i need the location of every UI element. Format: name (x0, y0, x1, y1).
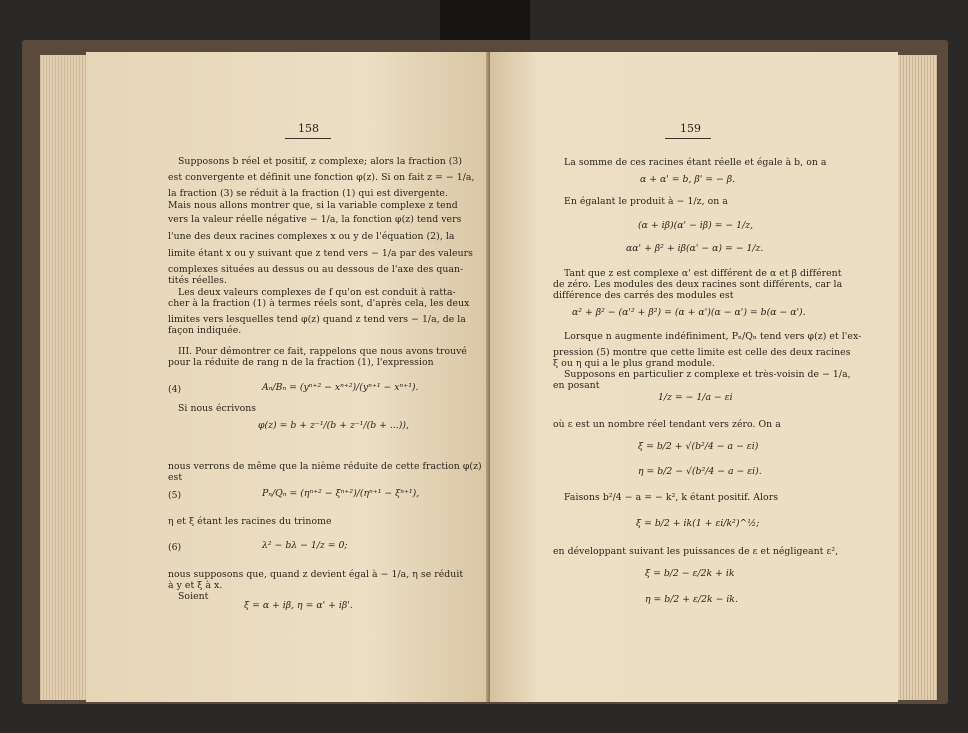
text-line: à y et ξ à x. (168, 580, 223, 591)
equation-label: (4) (168, 384, 182, 395)
text-line: ξ ou η qui a le plus grand module. (553, 358, 715, 369)
right-page-edges (895, 55, 937, 700)
text-line: Mais nous allons montrer que, si la variable complexe z tend (168, 200, 458, 211)
right-page-number: 159 (680, 122, 701, 135)
text-line: Les deux valeurs complexes de f qu'on est conduit à ratta- (178, 287, 456, 298)
equation-soient: ξ = α + iβ, η = α' + iβ'. (244, 600, 353, 611)
text-line: pression (5) montre que cette limite est celle des deux racines (553, 347, 851, 358)
equation-5: Pₙ/Qₙ = (ηⁿ⁺² − ξⁿ⁺²)/(ηⁿ⁺¹ − ξⁿ⁺¹), (262, 488, 420, 499)
text-line: l'une des deux racines complexes x ou y de l'équation (2), la (168, 231, 455, 242)
text-line: Lorsque n augmente indéfiniment, Pₙ/Qₙ tend vers φ(z) et l'ex- (564, 331, 862, 342)
text-line: où ε est un nombre réel tendant vers zéro. On a (553, 419, 781, 430)
text-line: complexes situées au dessus ou au dessous de l'axe des quan- (168, 264, 464, 275)
text-line: limite étant x ou y suivant que z tend vers − 1/a par des valeurs (168, 248, 473, 259)
equation-line: 1/z = − 1/a − εi (658, 392, 733, 403)
equation-line: αα' + β² + iβ(α' − α) = − 1/z. (626, 243, 764, 254)
text-line: Soient (178, 591, 209, 602)
equation-6: λ² − bλ − 1/z = 0; (262, 540, 348, 551)
equation-label: (6) (168, 542, 182, 553)
left-page-rule (285, 138, 331, 139)
text-line: est convergente et définit une fonction φ(z). Si on fait z = − 1/a, (168, 172, 475, 183)
right-page-rule (665, 138, 711, 139)
text-line: limites vers lesquelles tend φ(z) quand z tend vers − 1/a, de la (168, 314, 466, 325)
text-line: en posant (553, 380, 600, 391)
equation-line: ξ = b/2 − ε/2k + ik (645, 568, 735, 579)
equation-4: Aₙ/Bₙ = (yⁿ⁺² − xⁿ⁺²)/(yⁿ⁺¹ − xⁿ⁺¹). (262, 382, 419, 393)
text-line: pour la réduite de rang n de la fraction (1), l'expression (168, 357, 434, 368)
equation-line: α + α' = b, β' = − β. (640, 174, 736, 185)
text-line: Si nous écrivons (178, 403, 257, 414)
text-line: nous supposons que, quand z devient égal à − 1/a, η se réduit (168, 569, 464, 580)
equation-line: α² + β² − (α'² + β²) = (α + α')(α − α') = b(α − α'). (572, 307, 806, 318)
text-line: de zéro. Les modules des deux racines sont différents, car la (553, 279, 843, 290)
equation-line: ξ = b/2 + ik(1 + εi/k²)^½; (636, 518, 760, 529)
text-line: Faisons b²/4 − a = − k², k étant positif. Alors (564, 492, 779, 503)
text-line: est (168, 472, 183, 483)
left-page-edges (40, 55, 90, 700)
text-line: Supposons b réel et positif, z complexe; alors la fraction (3) (178, 156, 463, 167)
text-line: en développant suivant les puissances de ε et négligeant ε², (553, 546, 839, 557)
equation-eta: η = b/2 − √(b²/4 − a − εi). (638, 466, 762, 477)
equation-line: (α + iβ)(α' − iβ) = − 1/z, (638, 220, 754, 231)
text-line: Supposons en particulier z complexe et très-voisin de − 1/a, (564, 369, 851, 380)
text-line: façon indiquée. (168, 325, 242, 336)
text-line: En égalant le produit à − 1/z, on a (564, 196, 728, 207)
equation-label: (5) (168, 490, 182, 501)
equation-phi: φ(z) = b + z⁻¹/(b + z⁻¹/(b + ...)), (258, 420, 409, 431)
text-line: cher à la fraction (1) à termes réels sont, d'après cela, les deux (168, 298, 470, 309)
text-line: nous verrons de même que la nième réduite de cette fraction φ(z) (168, 461, 482, 472)
equation-line: η = b/2 + ε/2k − ik. (645, 594, 738, 605)
left-page-number: 158 (298, 122, 319, 135)
text-line: vers la valeur réelle négative − 1/a, la fonction φ(z) tend vers (168, 214, 462, 225)
text-line: La somme de ces racines étant réelle et égale à b, on a (564, 157, 827, 168)
text-line: Tant que z est complexe α' est différent de α et β différent (564, 268, 842, 279)
equation-xi: ξ = b/2 + √(b²/4 − a − εi) (638, 441, 759, 452)
text-line: la fraction (3) se réduit à la fraction (1) qui est divergente. (168, 188, 448, 199)
text-line: tités réelles. (168, 275, 227, 286)
text-line: III. Pour démontrer ce fait, rappelons que nous avons trouvé (178, 346, 467, 357)
text-line: différence des carrés des modules est (553, 290, 734, 301)
text-line: η et ξ étant les racines du trinome (168, 516, 332, 527)
